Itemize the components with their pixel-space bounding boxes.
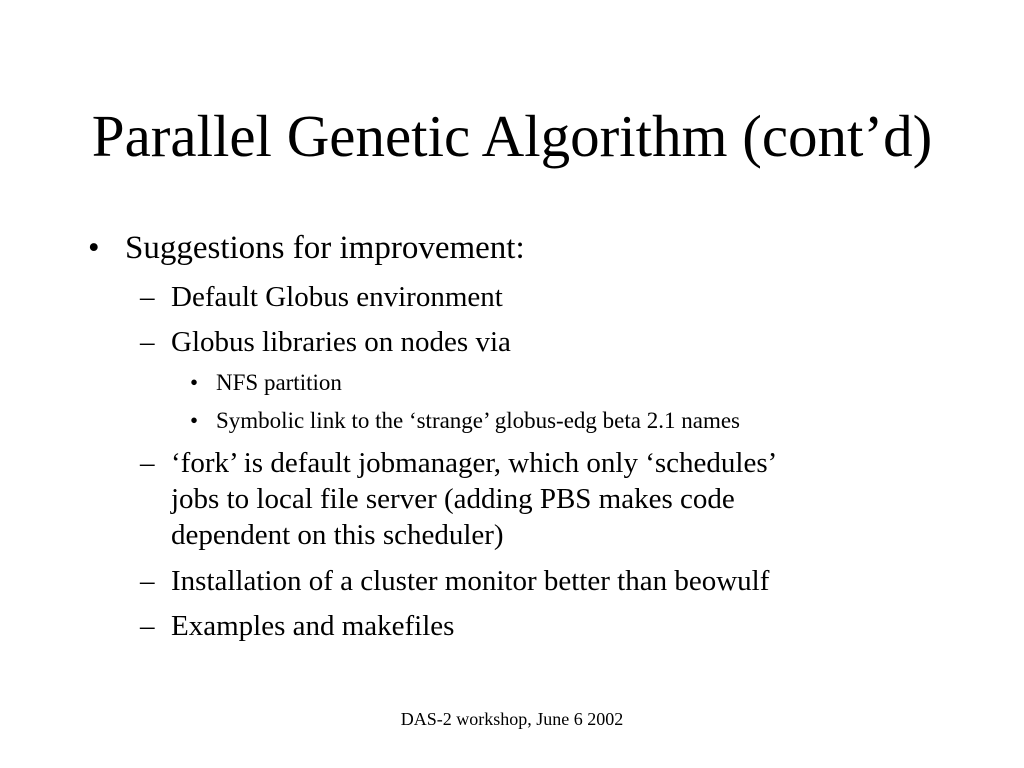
dash-icon: –	[140, 281, 155, 313]
slide-title: Parallel Genetic Algorithm (cont’d)	[91, 103, 933, 169]
subitem-text-line: jobs to local file server (adding PBS makes code	[171, 483, 735, 515]
subitem-text-line: ‘fork’ is default jobmanager, which only ‘schedules’	[171, 447, 778, 479]
subitem-text: Globus libraries on nodes via	[171, 326, 511, 358]
dash-icon: –	[140, 565, 155, 597]
subsubitem-text: Symbolic link to the ‘strange’ globus-edg beta 2.1 names	[216, 408, 740, 433]
subitem-text: Installation of a cluster monitor better than beowulf	[171, 565, 770, 597]
bullet-text: Suggestions for improvement:	[125, 230, 525, 266]
dash-icon: –	[140, 610, 155, 642]
subitem-text	[171, 445, 777, 553]
subitem-text: Default Globus environment	[171, 281, 503, 313]
subsubitem-text: NFS partition	[216, 370, 342, 395]
slide-footer: DAS-2 workshop, June 6 2002	[400, 709, 624, 729]
subitem-text-line: dependent on this scheduler)	[171, 519, 504, 551]
dash-icon: –	[140, 326, 155, 358]
subitem-text: Examples and makefiles	[171, 610, 455, 642]
dash-icon: –	[140, 447, 155, 479]
bullet-icon: •	[190, 408, 199, 433]
bullet-icon: •	[190, 370, 199, 395]
bullet-icon: •	[88, 230, 100, 266]
